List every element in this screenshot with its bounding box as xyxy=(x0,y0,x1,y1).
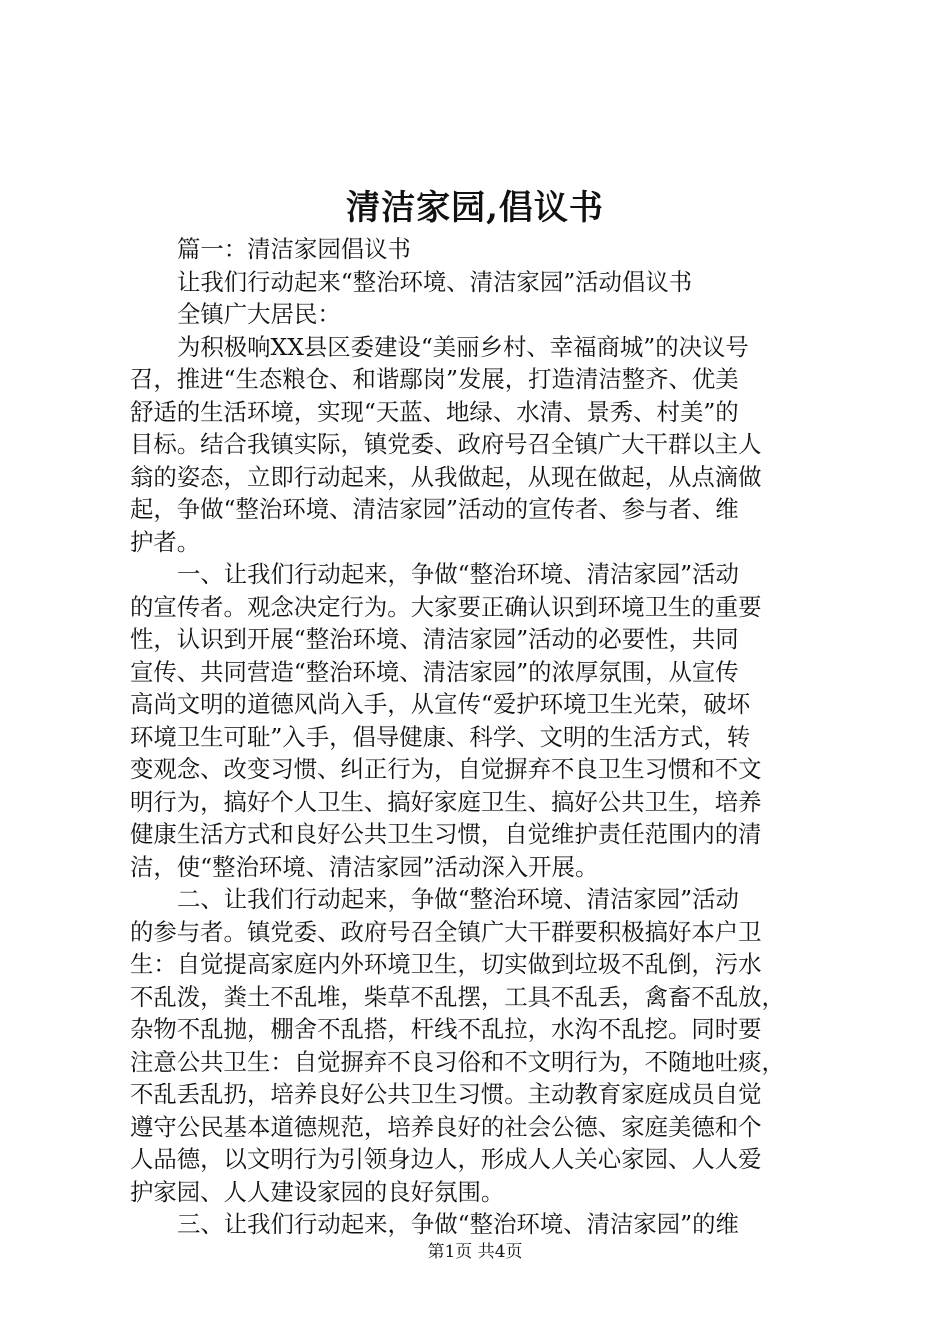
text-line: 让我们行动起来“整治环境、清洁家园”活动倡议书 xyxy=(177,267,693,296)
text-line: 三、让我们行动起来，争做“整治环境、清洁家园”的维 xyxy=(177,1210,739,1238)
text-line: 不乱泼，粪土不乱堆，柴草不乱摆，工具不乱丢，禽畜不乱放， xyxy=(130,982,785,1011)
text-line: 目标。结合我镇实际，镇党委、政府号召全镇广大干群以主人 xyxy=(130,430,762,458)
text-line: 舒适的生活环境，实现“天蓝、地绿、水清、景秀、村美”的 xyxy=(130,397,739,426)
text-line: 变观念、改变习惯、纠正行为，自觉摒弃不良卫生习惯和不文 xyxy=(130,755,762,783)
text-line: 高尚文明的道德风尚入手，从宣传“爱护环境卫生光荣，破坏 xyxy=(130,690,751,718)
text-line: 篇一：清洁家园倡议书 xyxy=(177,235,411,263)
text-line: 护者。 xyxy=(130,527,201,556)
text-line: 的宣传者。观念决定行为。大家要正确认识到环境卫生的重要 xyxy=(130,592,762,621)
text-line: 的参与者。镇党委、政府号召全镇广大干群要积极搞好本户卫 xyxy=(130,917,762,946)
text-line: 不乱丢乱扔，培养良好公共卫生习惯。主动教育家庭成员自觉 xyxy=(130,1080,762,1108)
page-footer: 第1页 共4页 xyxy=(427,1242,523,1262)
text-line: 起，争做“整治环境、清洁家园”活动的宣传者、参与者、维 xyxy=(130,495,739,523)
text-line: 注意公共卫生：自觉摒弃不良习俗和不文明行为，不随地吐痰， xyxy=(130,1047,785,1076)
text-line: 二、让我们行动起来，争做“整治环境、清洁家园”活动 xyxy=(177,885,739,913)
text-line: 健康生活方式和良好公共卫生习惯，自觉维护责任范围内的清 xyxy=(130,820,762,848)
text-line: 翁的姿态，立即行动起来，从我做起，从现在做起，从点滴做 xyxy=(130,462,762,491)
document-body xyxy=(130,233,832,1241)
text-line: 杂物不乱抛，棚舍不乱搭，杆线不乱拉，水沟不乱挖。同时要 xyxy=(130,1015,762,1043)
text-line: 召，推进“生态粮仓、和谐鄢岗”发展，打造清洁整齐、优美 xyxy=(130,365,739,393)
text-line: 性，认识到开展“整治环境、清洁家园”活动的必要性，共同 xyxy=(130,625,739,653)
text-line: 全镇广大居民： xyxy=(177,300,341,328)
text-line: 一、让我们行动起来，争做“整治环境、清洁家园”活动 xyxy=(177,560,739,588)
document-title: 清洁家园,倡议书 xyxy=(346,188,604,228)
text-line: 环境卫生可耻”入手，倡导健康、科学、文明的生活方式，转 xyxy=(130,722,751,751)
text-line: 生：自觉提高家庭内外环境卫生，切实做到垃圾不乱倒，污水 xyxy=(130,950,762,978)
text-line: 明行为，搞好个人卫生、搞好家庭卫生、搞好公共卫生，培养 xyxy=(130,787,762,816)
text-line: 人品德，以文明行为引领身边人，形成人人关心家园、人人爱 xyxy=(130,1145,762,1173)
text-line: 洁，使“整治环境、清洁家园”活动深入开展。 xyxy=(130,852,599,881)
text-line: 为积极响XX县区委建设“美丽乡村、幸福商城”的决议号 xyxy=(177,332,749,361)
text-line: 遵守公民基本道德规范，培养良好的社会公德、家庭美德和个 xyxy=(130,1112,762,1141)
text-line: 宣传、共同营造“整治环境、清洁家园”的浓厚氛围，从宣传 xyxy=(130,657,739,686)
text-line: 护家园、人人建设家园的良好氛围。 xyxy=(130,1177,505,1206)
